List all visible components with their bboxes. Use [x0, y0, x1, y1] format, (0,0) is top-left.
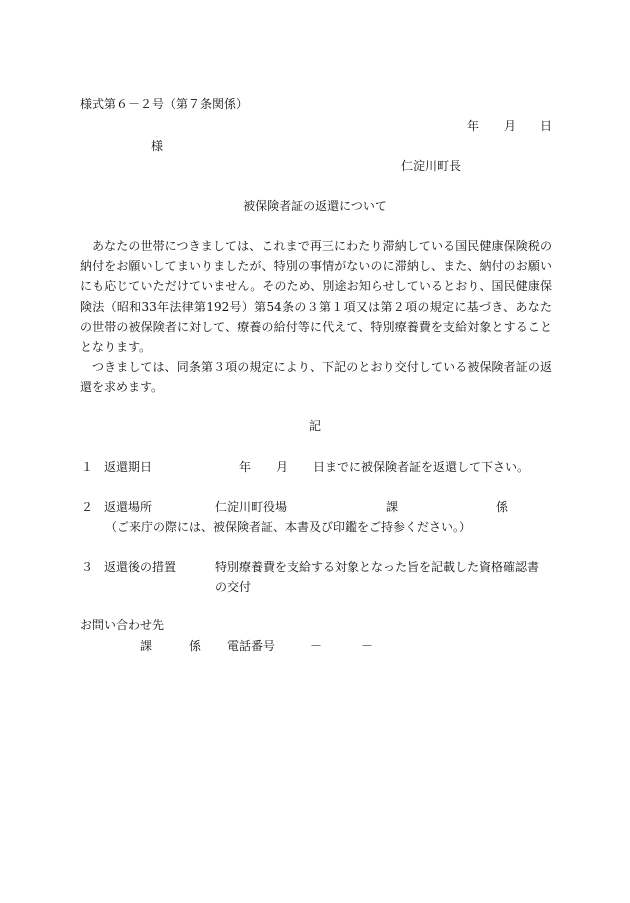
- form-number: 様式第６－２号（第７条関係）: [80, 97, 249, 111]
- body-paragraph-1: あなたの世帯につきましては、これまで再三にわたり滞納している国民健康保険税の納付をお願いしてまいりましたが、特別の事情がないのに滞納し、また、納付のお願いにも応じていただけていません。そのため、別途お知らせしているとおり、国民健康保険法（昭和33年法律第192号）第54条の３第１項又は第２項の規定に基づき、あなたの世帯の被保険者に対して、療養の給付等に代えて、特別療養費を支給対象とすることとなります。: [80, 239, 552, 355]
- item-3-line-1: 特別療養費を支給する対象となった旨を記載した資格確認書: [215, 560, 540, 574]
- date-day-label: 日: [540, 119, 553, 133]
- item-2-ka: 課: [386, 500, 399, 514]
- contact-dash-2: －: [361, 639, 374, 653]
- date-year-label: 年: [467, 119, 480, 133]
- sender-name: 仁淀川町長: [401, 159, 462, 173]
- item-2-kakari: 係: [496, 500, 509, 514]
- contact-phone-label: 電話番号: [227, 639, 276, 653]
- item-3-number: ３: [81, 560, 94, 574]
- item-3-label: 返還後の措置: [104, 560, 177, 574]
- contact-heading: お問い合わせ先: [80, 618, 165, 632]
- ki-heading: 記: [308, 419, 321, 433]
- item-3-line-2: の交付: [215, 580, 252, 594]
- date-month-label: 月: [504, 119, 517, 133]
- item-1-label: 返還期日: [104, 460, 153, 474]
- item-1-month: 月: [276, 460, 289, 474]
- item-1-year: 年: [239, 460, 252, 474]
- item-2-note: （ご来庁の際には、被保険者証、本書及び印鑑をご持参ください。）: [105, 520, 472, 534]
- item-1-number: １: [81, 460, 94, 474]
- contact-dash-1: －: [310, 639, 323, 653]
- document-title: 被保険者証の返還について: [243, 199, 387, 213]
- recipient-suffix: 様: [151, 139, 164, 153]
- item-2-number: ２: [81, 500, 94, 514]
- contact-kakari: 係: [189, 639, 202, 653]
- body-paragraph-2: つきましては、同条第３項の規定により、下記のとおり交付している被保険者証の返還を求めます。: [80, 360, 552, 395]
- item-1-text: 日までに被保険者証を返還して下さい。: [313, 460, 530, 474]
- item-2-place: 仁淀川町役場: [215, 500, 288, 514]
- contact-ka: 課: [140, 639, 153, 653]
- item-2-label: 返還場所: [104, 500, 153, 514]
